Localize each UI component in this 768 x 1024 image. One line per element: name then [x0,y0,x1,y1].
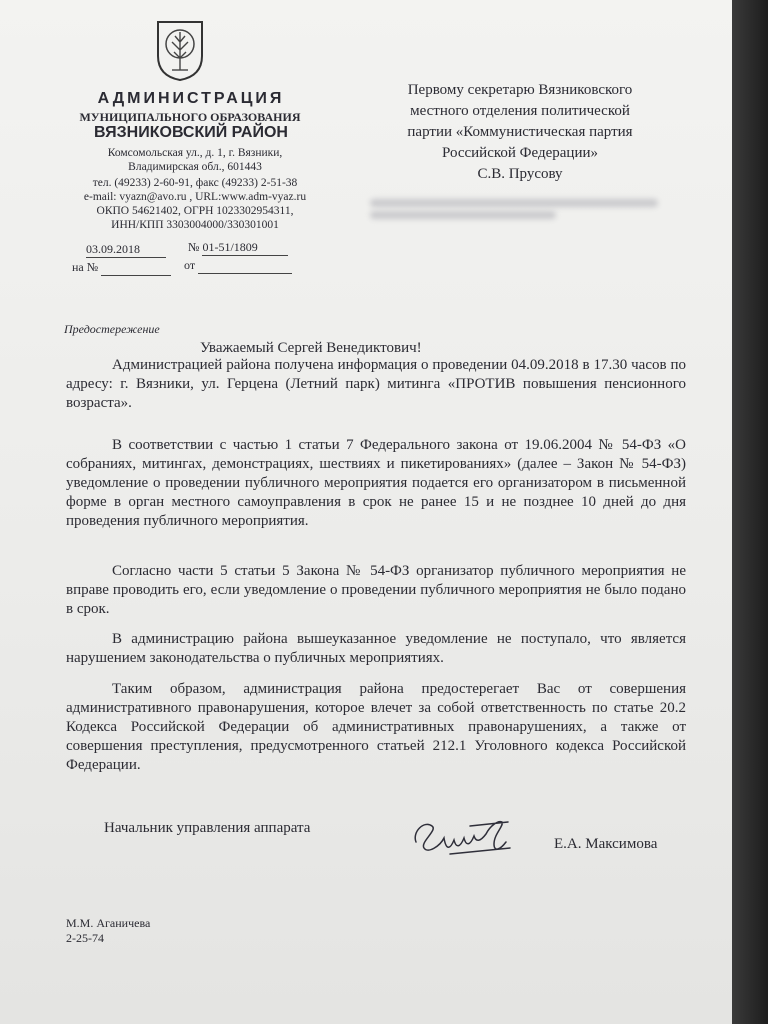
recipient-line: Российской Федерации» [441,145,598,161]
document-type-caption: Предостережение [64,322,160,336]
letter-paragraph: Таким образом, администрация района предостерегает Вас от совершения административного правонарушения, которое влечет за собой ответственность по статье 20.2 Кодекса Российской Федерации об административных правонарушениях, а также от совершения преступления, предусмотренного статьей 212.1 Уголовного кодекса Российской Федерации. [66,681,686,773]
letter-date [86,242,166,258]
date-value: 03.09.2018 [86,242,166,258]
reference-number [72,260,171,276]
greeting: Уважаемый Сергей Венедиктович! [200,340,422,356]
recipient-name: С.В. Прусову [477,166,563,182]
executor-block [66,916,150,946]
letter-paragraph: Согласно части 5 статьи 5 Закона № 54-ФЗ организатор публичного мероприятия не вправе проводить его, если уведомление о проведении публичного мероприятия не было подано в срок. [66,563,686,617]
org-name-line3: ВЯЗНИКОВСКИЙ РАЙОН [94,124,288,141]
recipient-line: Первому секретарю Вязниковского [407,82,633,98]
letter-number [188,240,288,256]
number-value: 01-51/1809 [202,240,288,256]
recipient-block [340,80,700,185]
org-address-line: Владимирская обл., 601443 [128,161,262,173]
org-okpo-line: ОКПО 54621402, ОГРН 1023302954311, [96,205,294,217]
coat-of-arms-icon [156,20,204,82]
org-name-line1: АДМИНИСТРАЦИЯ [97,90,285,107]
executor-name: М.М. Аганичева [66,916,151,930]
org-phone-line: тел. (49233) 2-60-91, факс (49233) 2-51-38 [92,177,298,189]
background-edge [732,0,768,1024]
signatory-role: Начальник управления аппарата [104,820,311,836]
executor-phone: 2-25-74 [66,931,104,945]
reference-date [184,258,292,274]
org-name-line2: МУНИЦИПАЛЬНОГО ОБРАЗОВАНИЯ [79,110,301,124]
letter-paragraph: В соответствии с частью 1 статьи 7 Федерального закона от 19.06.2004 № 54-ФЗ «О собраниях, митингах, демонстрациях, шествиях и пикетированиях» (далее – Закон № 54-ФЗ) уведомление о проведении публичного мероприятия подается его организатором в письменной форме в орган местного самоуправления в срок не ранее 15 и не позднее 10 дней до дня проведения публичного мероприятия. [66,437,686,529]
letter-paragraph: Администрацией района получена информация о проведении 04.09.2018 в 17.30 часов по адресу: г. Вязники, ул. Герцена (Летний парк) митинга «ПРОТИВ повышения пенсионного возраста». [66,357,686,411]
org-inn-line: ИНН/КПП 3303004000/330301001 [111,219,279,231]
org-address-line: Комсомольская ул., д. 1, г. Вязники, [107,147,283,159]
ot-label: от [184,258,196,272]
number-label: № [188,240,200,254]
recipient-line: местного отделения политической [410,103,630,119]
na-label: на № [72,260,99,274]
redacted-address [370,195,670,229]
letter-paragraph: В администрацию района вышеуказанное уведомление не поступало, что является нарушением законодательства о публичных мероприятиях. [66,631,686,666]
signatory-name: Е.А. Максимова [554,836,658,852]
handwritten-signature-icon [410,812,520,860]
org-email-line: e-mail: vyazn@avo.ru , URL:www.adm-vyaz.ru [83,191,307,203]
recipient-line: партии «Коммунистическая партия [407,124,633,140]
